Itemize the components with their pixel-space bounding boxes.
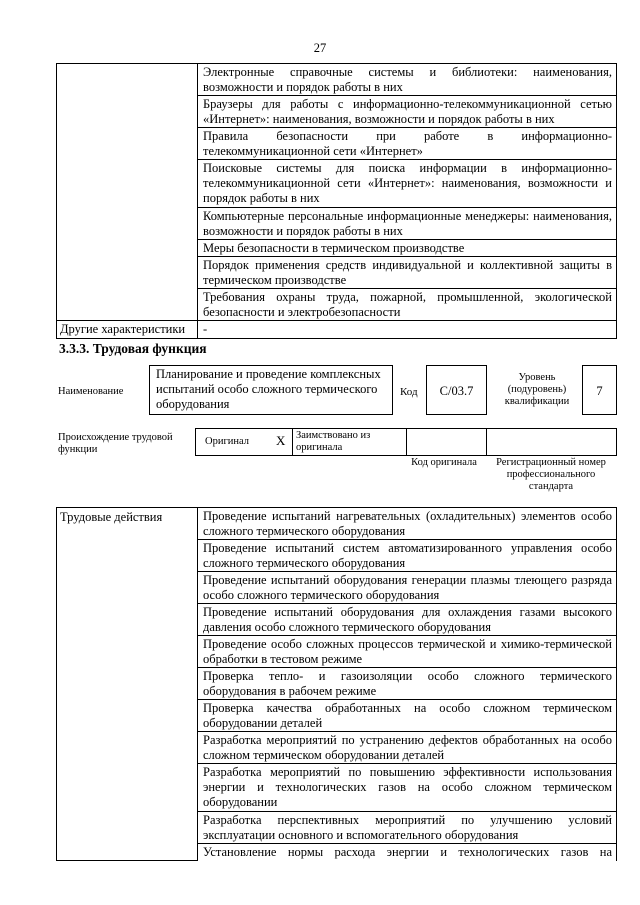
knowledge-table [56, 63, 617, 339]
reg-number-label: Регистрационный номер профессионального стандарта [496, 457, 606, 492]
other-characteristics-value: - [198, 321, 617, 339]
origin-divider [406, 429, 407, 455]
level-label: Уровень (подуровень) квалификации [504, 372, 570, 407]
knowledge-row: Поисковые системы для поиска информации в информационно-телекоммуникационной сети «Интернет»: наименования, возможности и порядок работы в них [198, 160, 617, 208]
action-row: Проведение испытаний оборудования генерации плазмы тлеющего разряда особо сложного термического оборудования [198, 572, 617, 604]
level-box [582, 365, 617, 415]
knowledge-row: Требования охраны труда, пожарной, промышленной, экологической безопасности и электробезопасности [198, 289, 617, 321]
code-original-label: Код оригинала [411, 457, 477, 468]
actions-label: Трудовые действия [57, 508, 198, 861]
action-row: Проверка качества обработанных на особо сложном термическом оборудовании деталей [198, 700, 617, 732]
actions-table [56, 507, 617, 861]
page-number: 27 [313, 41, 327, 55]
code-label: Код [400, 386, 418, 398]
other-characteristics-label: Другие характеристики [57, 321, 198, 339]
action-row: Проведение испытаний систем автоматизированного управления особо сложного термического оборудования [198, 540, 617, 572]
origin-divider [486, 429, 487, 455]
level-value: 7 [596, 384, 603, 398]
action-row: Проведение испытаний оборудования для охлаждения газами высокого давления особо сложного термического оборудования [198, 604, 617, 636]
knowledge-row: Порядок применения средств индивидуальной и коллективной защиты в термическом производстве [198, 257, 617, 289]
knowledge-label-cell [57, 64, 198, 321]
action-row: Установление нормы расхода энергии и технологических газов на [198, 844, 617, 861]
name-label: Наименование [58, 386, 124, 397]
knowledge-row: Браузеры для работы с информационно-телекоммуникационной сетью «Интернет»: наименования, возможности и порядок работы в них [198, 96, 617, 128]
origin-label: Происхождение трудовой функции [58, 432, 173, 455]
function-name-box [149, 365, 393, 415]
original-mark: X [276, 433, 286, 448]
action-row: Проведение испытаний нагревательных (охладительных) элементов особо сложного термического оборудования [198, 508, 617, 540]
action-row: Разработка мероприятий по устранению дефектов обработанных на особо сложном термическом оборудовании деталей [198, 732, 617, 764]
origin-divider [292, 429, 293, 455]
action-row: Проведение особо сложных процессов термической и химико-термической обработки в тестовом режиме [198, 636, 617, 668]
action-row: Проверка тепло- и газоизоляции особо сложного термического оборудования в рабочем режиме [198, 668, 617, 700]
knowledge-row: Меры безопасности в термическом производстве [198, 240, 617, 257]
borrowed-label: Заимствовано из оригинала [296, 430, 371, 453]
section-title: 3.3.3. Трудовая функция [59, 341, 207, 356]
knowledge-row: Компьютерные персональные информационные менеджеры: наименования, возможности и порядок работы в них [198, 208, 617, 240]
action-row: Разработка перспективных мероприятий по улучшению условий эксплуатации основного и вспомогательного оборудования [198, 812, 617, 844]
knowledge-row: Электронные справочные системы и библиотеки: наименования, возможности и порядок работы в них [198, 64, 617, 96]
code-value: С/03.7 [439, 384, 474, 398]
code-box [426, 365, 487, 415]
origin-boxes [195, 428, 617, 456]
function-name-value: Планирование и проведение комплексных испытаний особо сложного термического оборудования [156, 367, 381, 411]
original-label: Оригинал [205, 436, 249, 447]
action-row: Разработка мероприятий по повышению эффективности использования энергии и технологических газов на особо сложном термическом оборудовании [198, 764, 617, 812]
knowledge-row: Правила безопасности при работе в информационно-телекоммуникационной сети «Интернет» [198, 128, 617, 160]
